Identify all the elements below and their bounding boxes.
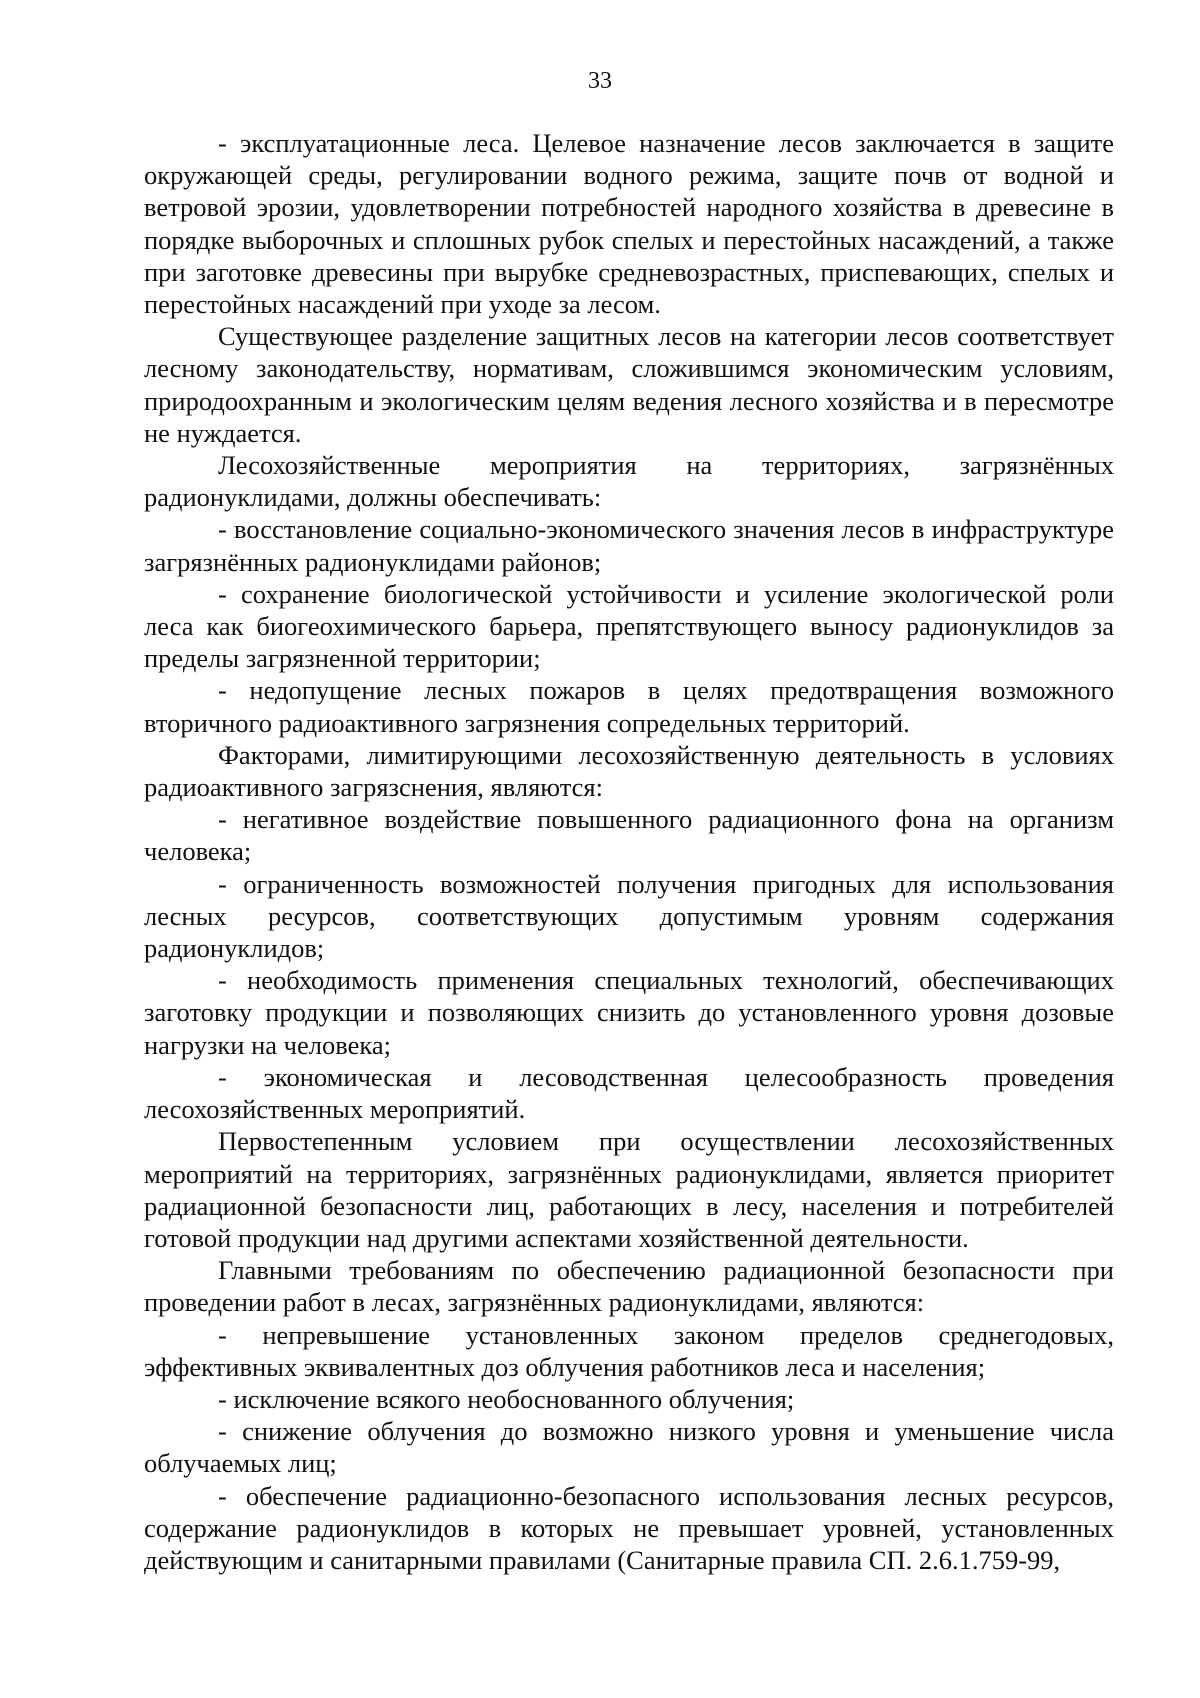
list-item-limited-resources: - ограниченность возможностей получения пригодных для использования лесных ресурсов, соответствующих допустимым уровням содержания радионуклидов; [144, 868, 1114, 964]
paragraph-limiting-factors: Факторами, лимитирующими лесохозяйственную деятельность в условиях радиоактивного загрязснения, являются: [144, 739, 1114, 803]
list-item-radiation-impact: - негативное воздействие повышенного радиационного фона на организм человека; [144, 804, 1114, 867]
list-item-fire-prevention: - недопущение лесных пожаров в целях предотвращения возможного вторичного радиоактивного загрязнения сопредельных территорий. [144, 675, 1114, 738]
paragraph-forest-categories: Существующее разделение защитных лесов на категории лесов соответствует лесному законодательству, нормативам, сложившимся экономическим условиям, природоохранным и экологическим целям ведения лесного хозяйства и в пересмотре не нуждается. [144, 321, 1114, 448]
paragraph-measures-intro: Лесохозяйственные мероприятия на территориях, загрязнённых радионуклидами, должны обеспечивать: [144, 450, 1114, 513]
list-item-safe-resource-use: - обеспечение радиационно-безопасного использования лесных ресурсов, содержание радионуклидов в которых не превышает уровней, установленных действующим и санитарными правилами (Санитарные правила СП. 2.6.1.759-99, [144, 1480, 1114, 1575]
paragraph-main-requirements: Главными требованиям по обеспечению радиационной безопасности при проведении работ в лесах, загрязнённых радионуклидами, являются: [144, 1255, 1114, 1318]
list-item-dose-limits: - непревышение установленных законом пределов среднегодовых, эффективных эквивалентных доз облучения работников леса и населения; [144, 1319, 1114, 1382]
list-item-reduce-exposure: - снижение облучения до возможно низкого уровня и уменьшение числа облучаемых лиц; [144, 1416, 1114, 1479]
paragraph-exploitation-forests: - эксплуатационные леса. Целевое назначение лесов заключается в защите окружающей среды, регулировании водного режима, защите почв от водной и ветровой эрозии, удовлетворении потребностей народного хозяйства в древесине в порядке выборочных и сплошных рубок спелых и перестойных насаждений, а также при заготовке древесины при вырубке средневозрастных, приспевающих, спелых и перестойных насаждений при уходе за лесом. [144, 128, 1114, 320]
list-item-economic-feasibility: - экономическая и лесоводственная целесообразность проведения лесохозяйственных мероприятий. [144, 1061, 1114, 1125]
list-item-biological-stability: - сохранение биологической устойчивости и усиление экологической роли леса как биогеохимического барьера, препятствующего выносу радионуклидов за пределы загрязненной территории; [144, 578, 1114, 674]
list-item-special-technologies: - необходимость применения специальных технологий, обеспечивающих заготовку продукции и позволяющих снизить до установленного уровня дозовые нагрузки на человека; [144, 965, 1114, 1060]
paragraph-primary-condition: Первостепенным условием при осуществлении лесохозяйственных мероприятий на территориях, загрязнённых радионуклидами, является приоритет радиационной безопасности лиц, работающих в лесу, населения и потребителей готовой продукции над другими аспектами хозяйственной деятельности. [144, 1126, 1114, 1253]
list-item-restoration: - восстановление социально-экономического значения лесов в инфраструктуре загрязнённых радионуклидами районов; [144, 514, 1114, 577]
list-item-exclusion-exposure: - исключение всякого необоснованного облучения; [218, 1383, 795, 1414]
document-body [144, 127, 1114, 1576]
page-number: 33 [588, 68, 612, 94]
